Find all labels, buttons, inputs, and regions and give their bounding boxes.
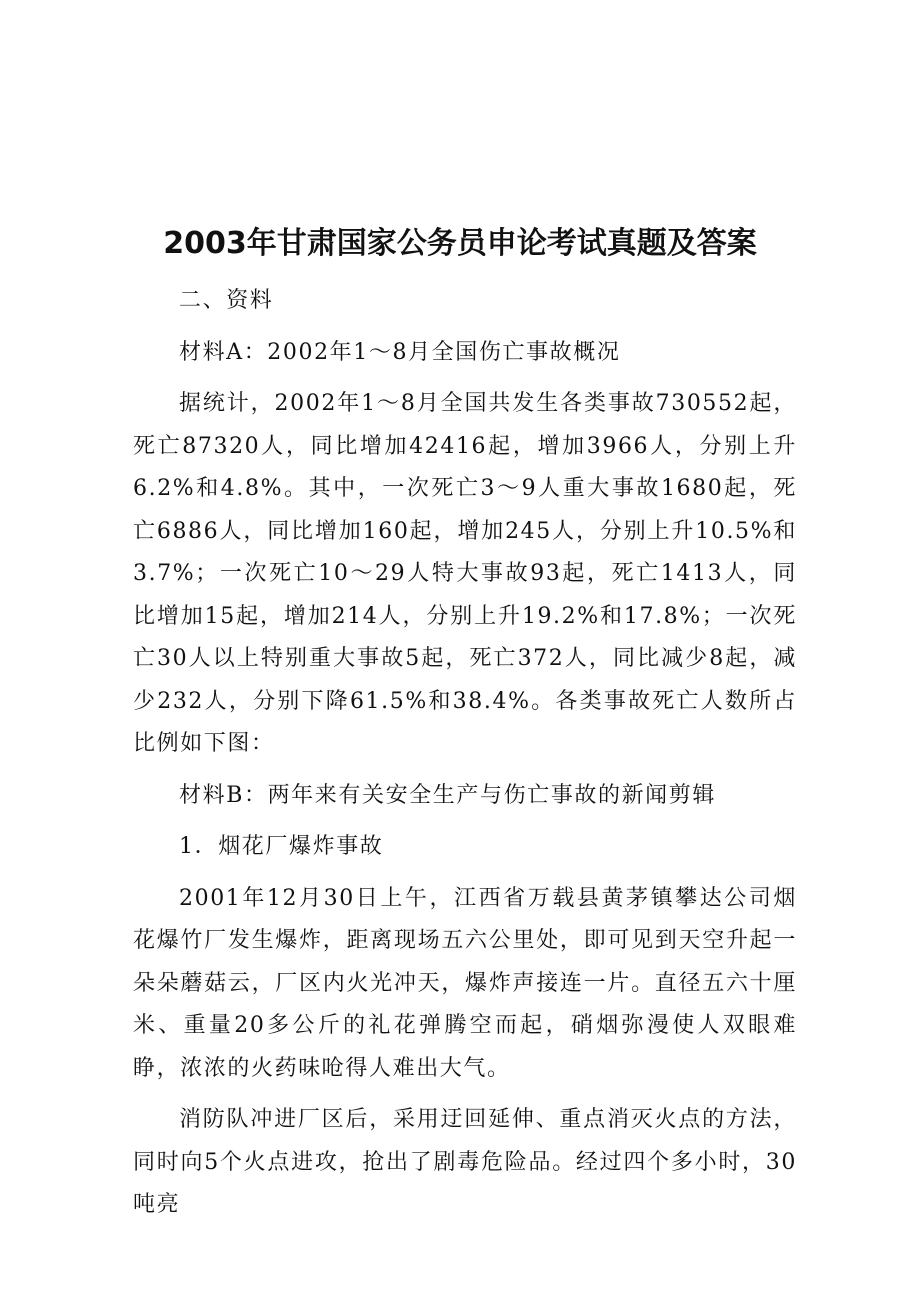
document-title: 2003年甘肃国家公务员申论考试真题及答案 — [163, 226, 757, 261]
body-paragraph: 消防队冲进厂区后，采用迂回延伸、重点消灭火点的方法，同时向5个火点进攻，抢出了剧毒危险品。经过四个多小时，30吨亮 — [133, 1107, 797, 1217]
body-paragraph: 2001年12月30日上午，江西省万载县黄茅镇攀达公司烟花爆竹厂发生爆炸，距离现场五六公里处，即可见到天空升起一朵朵蘑菇云，厂区内火光冲天，爆炸声接连一片。直径五六十厘米、重量20多公斤的礼花弹腾空而起，硝烟弥漫使人双眼难睁，浓浓的火药味呛得人难出大气。 — [133, 885, 797, 1081]
subsection-heading: 1．烟花厂爆炸事故 — [179, 834, 384, 859]
material-a-heading: 材料A：2002年1～8月全国伤亡事故概况 — [179, 339, 621, 365]
document-body — [133, 280, 797, 1236]
section-heading: 二、资料 — [179, 288, 274, 313]
body-paragraph: 据统计，2002年1～8月全国共发生各类事故730552起，死亡87320人，同比增加42416起，增加3966人，分别上升6.2%和4.8%。其中，一次死亡3～9人重大事故1680起，死亡6886人，同比增加160起，增加245人，分别上升10.5%和3.7%；一次死亡10～29人特大事故93起，死亡1413人，同比增加15起，增加214人，分别上升19.2%和17.8%；一次死亡30人以上特别重大事故5起，死亡372人，同比减少8起，减少232人，分别下降61.5%和38.4%。各类事故死亡人数所占比例如下图： — [133, 391, 797, 756]
material-b-heading: 材料B：两年来有关安全生产与伤亡事故的新闻剪辑 — [179, 782, 716, 808]
